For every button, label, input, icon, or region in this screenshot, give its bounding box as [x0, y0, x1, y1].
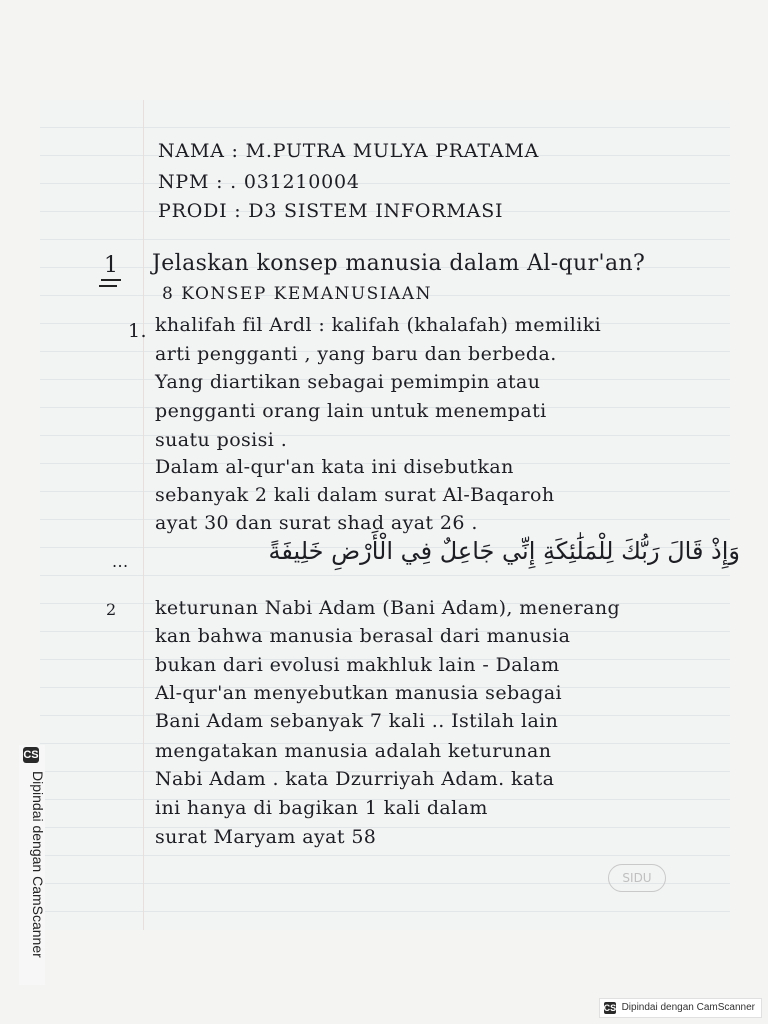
camscanner-side-watermark	[19, 745, 45, 985]
ellipsis-dots: ...	[112, 552, 129, 571]
answer-2-marker: 2	[106, 600, 117, 619]
answer-1-line-6: Dalam al-qur'an kata ini disebutkan	[155, 456, 514, 478]
margin-line	[143, 100, 144, 930]
name-line: NAMA : M.PUTRA MULYA PRATAMA	[158, 140, 540, 162]
answer-1-line-1: khalifah fil Ardl : kalifah (khalafah) memiliki	[155, 314, 602, 336]
answer-2-line-7: Nabi Adam . kata Dzurriyah Adam. kata	[155, 768, 555, 790]
camscanner-side-text: Dipindai dengan CamScanner	[30, 771, 46, 958]
answer-1-marker: 1.	[128, 320, 147, 342]
answer-1-line-7: sebanyak 2 kali dalam surat Al-Baqaroh	[155, 484, 555, 506]
question-underline	[101, 279, 121, 281]
answer-2-line-2: kan bahwa manusia berasal dari manusia	[155, 625, 571, 647]
faint-stamp: SIDU	[608, 864, 666, 892]
answer-2-line-5: Bani Adam sebanyak 7 kali .. Istilah lain	[155, 710, 559, 732]
answer-1-line-5: suatu posisi .	[155, 429, 288, 451]
answer-1-line-2: arti pengganti , yang baru dan berbeda.	[155, 343, 557, 365]
question-subtitle: 8 KONSEP KEMANUSIAAN	[162, 284, 432, 304]
arabic-verse: وَإِذْ قَالَ رَبُّكَ لِلْمَلَٰئِكَةِ إِنِّي جَاعِلٌ فِي الْأَرْضِ خَلِيفَةً	[268, 537, 740, 565]
camscanner-footer-logo-icon: CS	[603, 1003, 617, 1013]
answer-2-line-6: mengatakan manusia adalah keturunan	[155, 740, 552, 762]
answer-2-line-9: surat Maryam ayat 58	[155, 826, 377, 848]
camscanner-footer-text: Dipindai dengan CamScanner	[621, 1002, 755, 1013]
answer-1-line-4: pengganti orang lain untuk menempati	[155, 400, 547, 422]
answer-2-line-4: Al-qur'an menyebutkan manusia sebagai	[155, 682, 563, 704]
npm-line: NPM : . 031210004	[158, 171, 360, 193]
prodi-line: PRODI : D3 SISTEM INFORMASI	[158, 200, 504, 222]
answer-2-line-8: ini hanya di bagikan 1 kali dalam	[155, 797, 488, 819]
question-text: Jelaskan konsep manusia dalam Al-qur'an?	[152, 251, 646, 276]
answer-2-line-1: keturunan Nabi Adam (Bani Adam), menerang	[155, 597, 621, 619]
question-number: 1	[104, 253, 119, 278]
question-underline-2	[99, 285, 117, 287]
camscanner-logo-icon: CS	[23, 749, 39, 761]
answer-1-line-3: Yang diartikan sebagai pemimpin atau	[155, 371, 541, 393]
answer-1-line-8: ayat 30 dan surat shad ayat 26 .	[155, 512, 478, 534]
answer-2-line-3: bukan dari evolusi makhluk lain - Dalam	[155, 654, 560, 676]
camscanner-footer-badge	[599, 998, 762, 1018]
